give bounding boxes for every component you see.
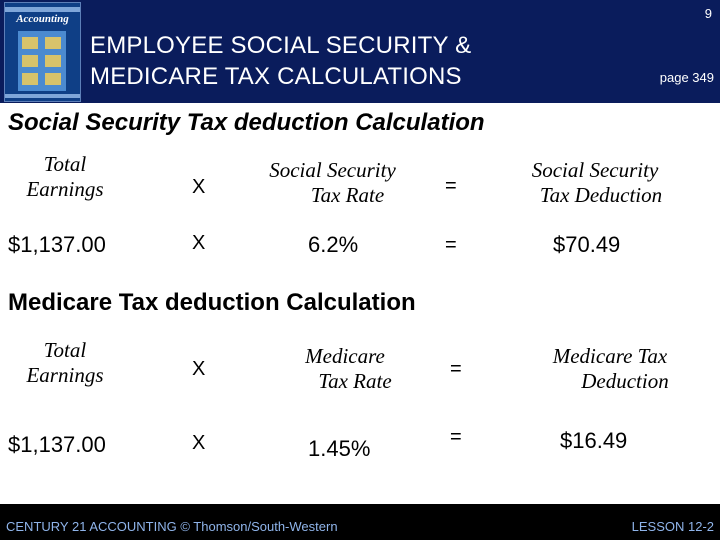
- social-security-heading: Social Security Tax deduction Calculation: [8, 109, 485, 136]
- ss-label-tax-deduction: [505, 158, 685, 208]
- textbook-cover-image: [4, 2, 81, 102]
- slide-title-line-1: EMPLOYEE SOCIAL SECURITY &: [90, 32, 472, 59]
- med-equals-sign-values: =: [450, 426, 462, 448]
- footer-lesson: LESSON 12-2: [631, 519, 714, 534]
- med-label-deduction-line2: Deduction: [581, 369, 669, 393]
- slide-title-line-2: MEDICARE TAX CALCULATIONS: [90, 63, 462, 90]
- slide-number: 9: [704, 6, 712, 21]
- ss-label-total-earnings: [15, 152, 115, 202]
- medicare-heading: Medicare Tax deduction Calculation: [8, 289, 416, 316]
- med-deduction-value: $16.49: [560, 428, 628, 453]
- med-rate-value: 1.45%: [308, 436, 371, 461]
- med-earnings-value: $1,137.00: [8, 432, 106, 457]
- cover-footer-band: [5, 94, 80, 98]
- ss-label-earnings-line1: Total: [43, 152, 87, 176]
- footer-copyright: CENTURY 21 ACCOUNTING © Thomson/South-Western: [6, 519, 338, 534]
- med-times-sign-values: X: [192, 432, 206, 454]
- cover-title: Accounting: [16, 13, 69, 25]
- med-label-earnings-line1: Total: [43, 338, 87, 362]
- ss-label-deduction-line2: Tax Deduction: [539, 183, 663, 207]
- ss-times-sign: X: [192, 176, 206, 198]
- med-label-tax-deduction: [535, 344, 685, 394]
- cover-band: [5, 7, 80, 12]
- med-label-total-earnings: [15, 338, 115, 388]
- ss-equals-sign: =: [445, 175, 457, 197]
- med-label-deduction-line1: Medicare Tax: [552, 344, 668, 368]
- med-label-rate-line1: Medicare: [305, 344, 385, 368]
- ss-label-earnings-line2: Earnings: [26, 177, 104, 201]
- slide-title: [90, 30, 471, 92]
- ss-rate-value: 6.2%: [308, 232, 359, 257]
- cover-illustration: [18, 31, 66, 91]
- med-times-sign: X: [192, 358, 206, 380]
- ss-deduction-value: $70.49: [553, 232, 621, 257]
- med-equals-sign: =: [450, 358, 462, 380]
- med-label-earnings-line2: Earnings: [26, 363, 104, 387]
- ss-times-sign-values: X: [192, 232, 206, 254]
- slide-header: [0, 0, 720, 103]
- ss-label-rate-line1: Social Security: [269, 158, 396, 182]
- med-label-rate-line2: Tax Rate: [318, 369, 392, 393]
- ss-label-tax-rate: [250, 158, 415, 208]
- ss-earnings-value: $1,137.00: [8, 232, 106, 257]
- ss-label-deduction-line1: Social Security: [531, 158, 659, 182]
- ss-label-rate-line2: Tax Rate: [310, 183, 385, 207]
- slide-footer: [0, 504, 720, 540]
- page-reference: page 349: [659, 70, 714, 85]
- med-label-tax-rate: [275, 344, 415, 394]
- ss-equals-sign-values: =: [445, 234, 457, 256]
